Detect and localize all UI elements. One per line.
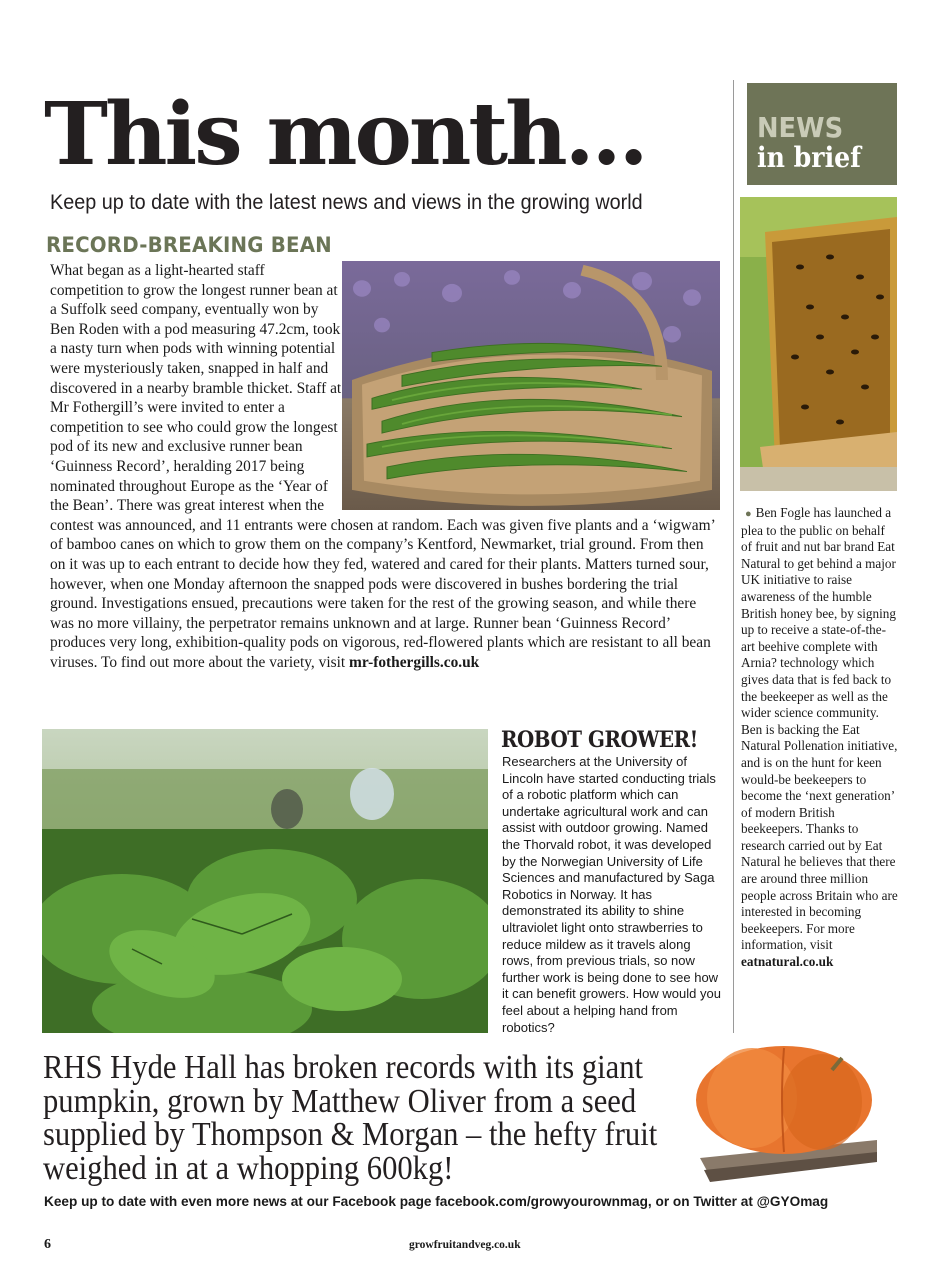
pumpkin-story: RHS Hyde Hall has broken records with its giant pumpkin, grown by Matthew Oliver from a seed supplied by Thompson & Morgan – the hefty fruit weighed in at a whopping 600kg!	[43, 1049, 658, 1187]
bean-body: What began as a light-hearted staff competition to grow the longest runner bean at a Suffolk seed company, eventually won by Ben Roden with a pod measuring 47.2cm, took a nasty turn when pods with winning potential were mysteriously taken, snapped in half and discovered in a nearby bramble thicket. Staff at Mr Fothergill’s were invited to enter a competition to see who could grow the longest pod of its new and exclusive runner bean ‘Guinness Record’, heralding 2017 being nominated throughout Europe as the ‘Year of the Bean’. There was great interest when the contest was announced, and 11 entrants were chosen at random. Each was given five plants and a ‘wigwam’ of bamboo canes on which to grow them on the company’s Kentford, Newmarket, trial ground. From then on it was up to each entrant to decide how they fed, watered and cared for their plants. Matters turned sour, however, when one Monday afternoon the snapped pods were discovered in bushes bordering the trial ground. Investigations ensued, precautions were taken for the rest of the growing season, and while there was no more villainy, the perpetrator remains unknown and at large. Runner bean ‘Guinness Record’ produces very long, exhibition-quality pods on vigorous, red-flowered plants which are resistant to all bean viruses. To find out more about the variety, visit	[50, 262, 715, 671]
brief-link[interactable]: eatnatural.co.uk	[741, 954, 834, 970]
robot-heading: ROBOT GROWER!	[501, 727, 698, 753]
page-subtitle: Keep up to date with the latest news and views in the growing world	[50, 190, 643, 214]
in-brief-label: in brief	[757, 141, 862, 174]
beehive-photo	[740, 197, 897, 491]
social-follow-line: Keep up to date with even more news at our Facebook page facebook.com/growyourownmag, or on Twitter at @GYOmag	[44, 1194, 829, 1210]
robot-body: Researchers at the University of Lincoln have started conducting trials of a robotic platform which can undertake agricultural work and can assist with outdoor growing. Named the Thorvald robot, it was developed by the Norwegian University of Life Sciences and manufactured by Saga Robotics in Norway. It has demonstrated its ability to shine ultraviolet light onto strawberries to reduce mildew as it travels along rows, from previous trials, so now further work is being done to see how it can benefit growers. How would you feel about a helping hand from robotics?	[502, 754, 721, 1035]
page-number: 6	[44, 1237, 51, 1252]
strawberry-field-photo	[42, 729, 488, 1033]
giant-pumpkin-photo	[692, 1040, 918, 1198]
site-url: growfruitandveg.co.uk	[409, 1239, 521, 1251]
bean-link[interactable]: mr-fothergills.co.uk	[349, 653, 480, 671]
bean-heading: RECORD-BREAKING BEAN	[46, 233, 332, 258]
page-title: This month...	[44, 84, 646, 185]
news-in-brief-body	[741, 505, 899, 971]
brief-text: Ben Fogle has launched a plea to the public on behalf of fruit and nut bar brand Eat Natural to get behind a major UK initiative to raise awareness of the humble British honey bee, by signing up to receive a state-of-the-art beehive complete with Arnia? technology which gives data that is fed back to the beekeeper as well as the wider science community. Ben is backing the Eat Natural Pollenation initiative, and is on the hunt for keen would-be beekeepers to become the ‘next generation’ of modern British beekeepers. Thanks to research carried out by Eat Natural he believes that there are around three million people across Britain who are interested in becoming beekeepers. For more information, visit	[741, 505, 898, 953]
news-label: NEWS	[757, 111, 844, 144]
column-divider	[733, 80, 734, 1033]
bullet-icon: ●	[745, 508, 752, 520]
bean-article	[50, 261, 720, 716]
bean-basket-photo	[342, 261, 720, 510]
